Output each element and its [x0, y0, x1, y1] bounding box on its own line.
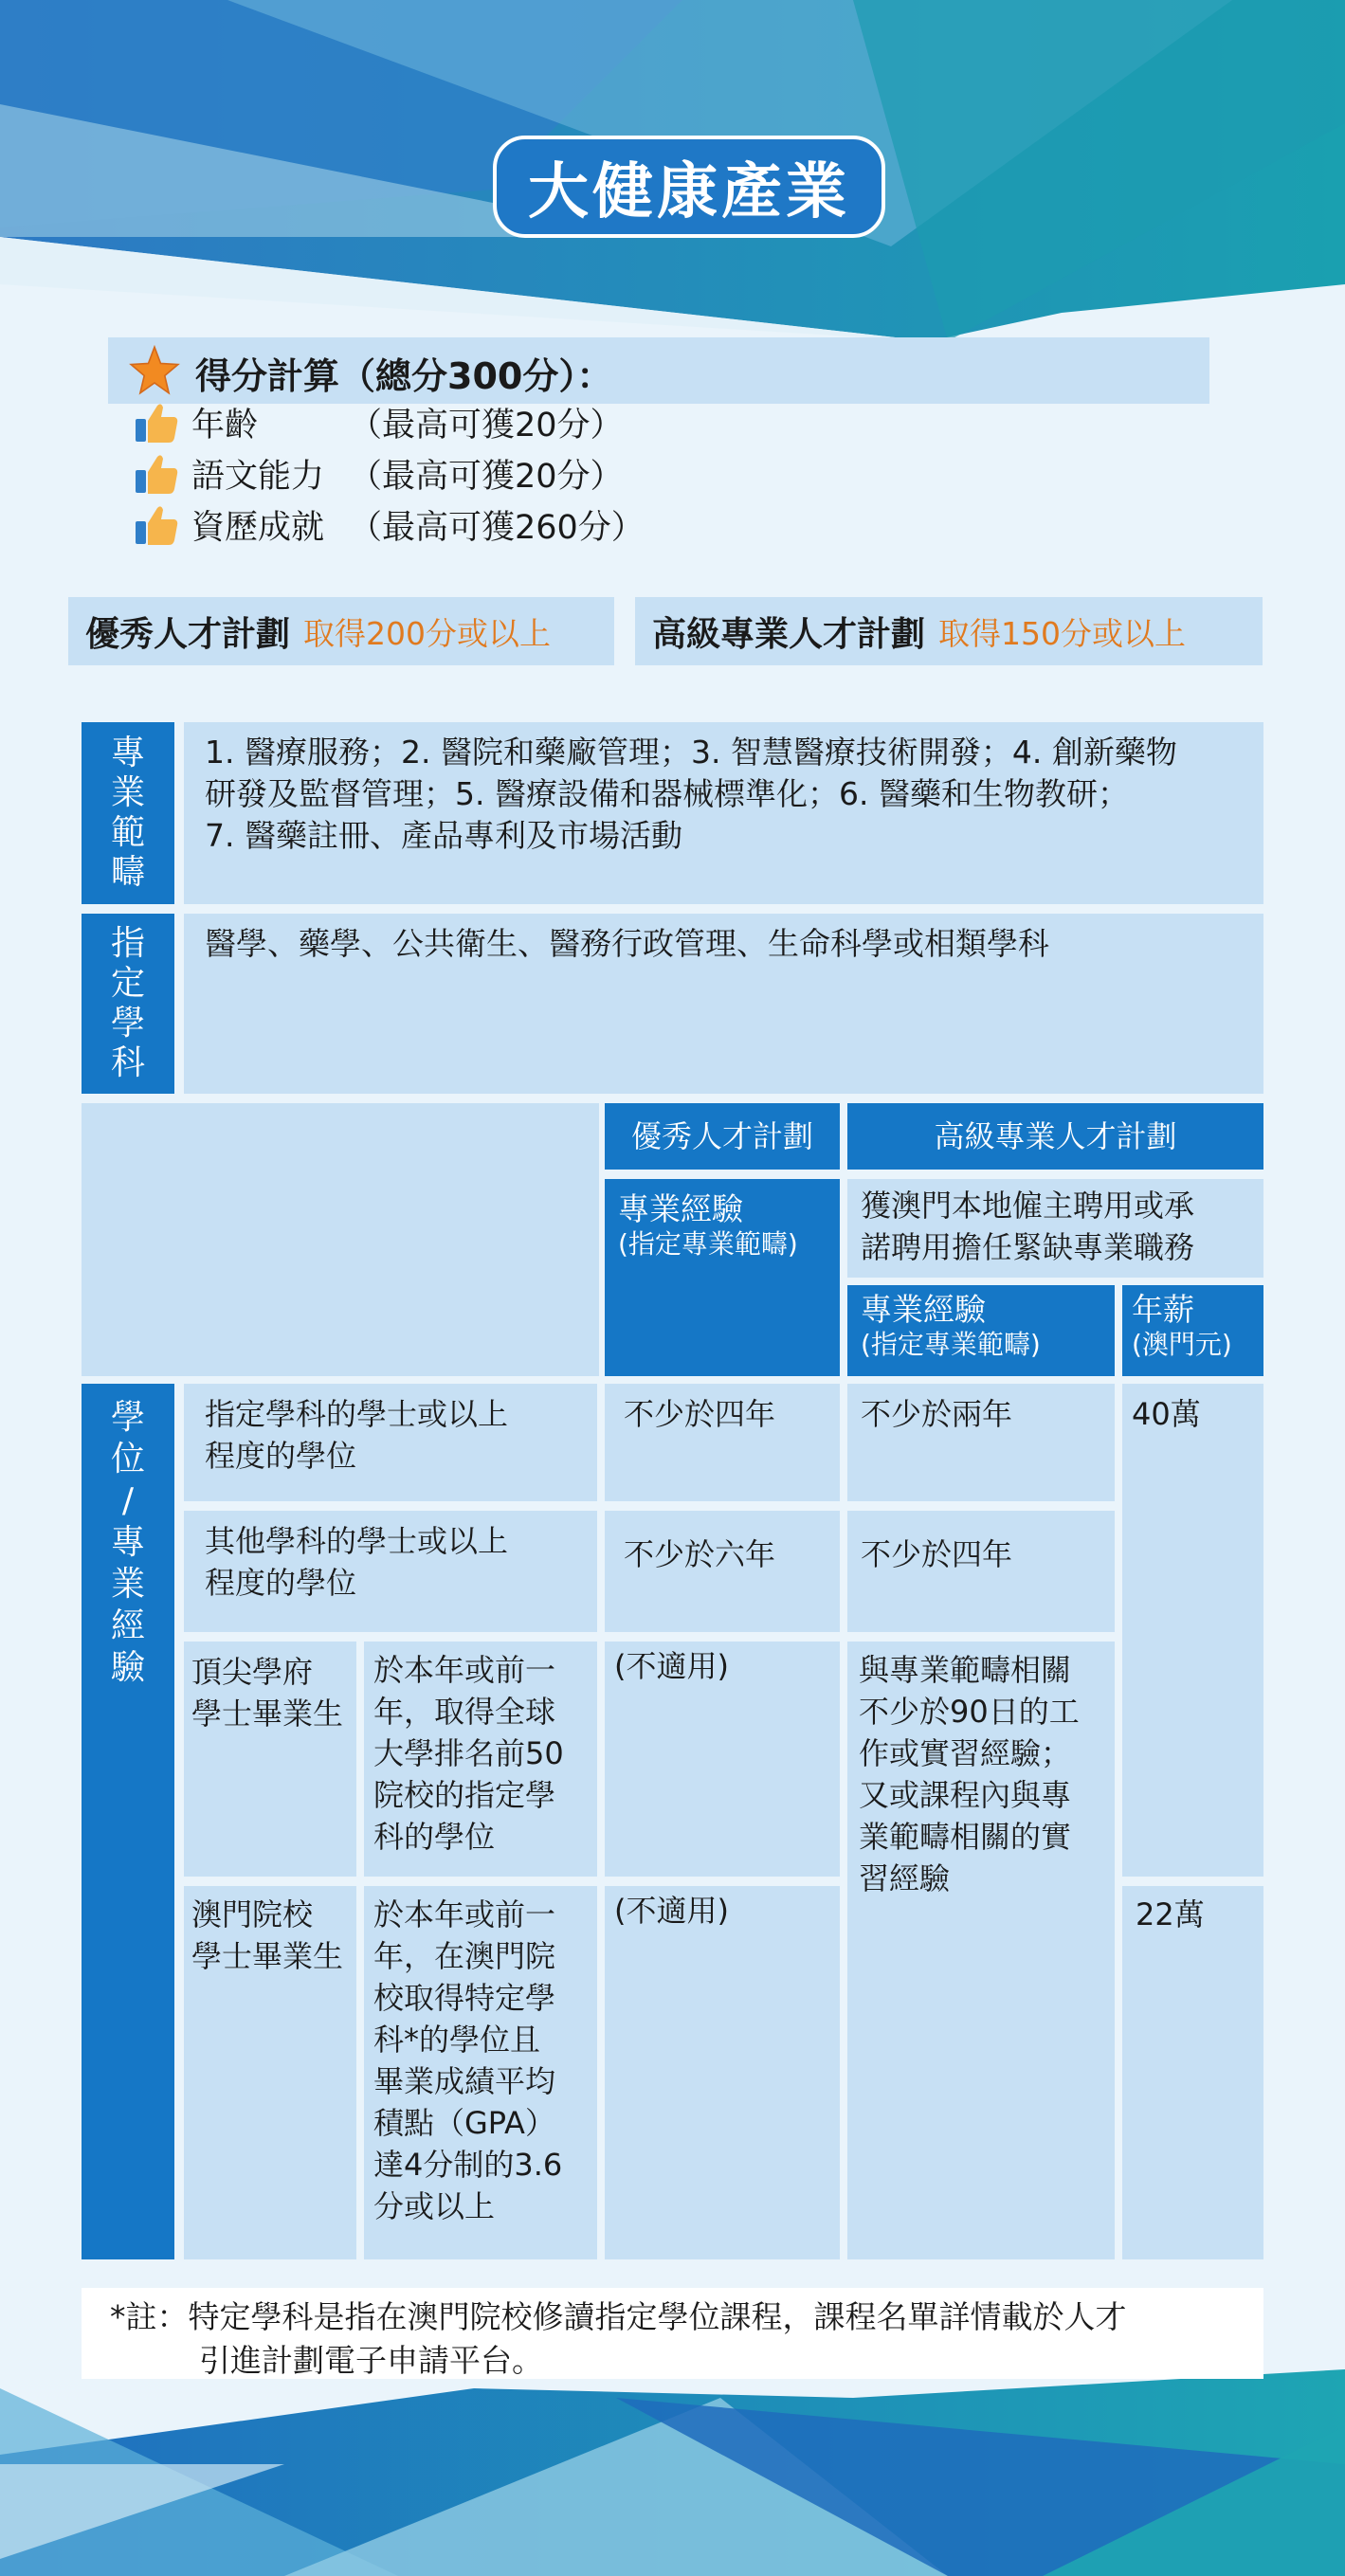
- plan-excellent: [68, 597, 614, 665]
- condition-line: 年，在澳門院: [373, 1938, 556, 1974]
- graduate-condition: [364, 1886, 597, 2259]
- graduate-type: [184, 1886, 356, 2259]
- requirement-line: 習經驗: [859, 1860, 951, 1896]
- salary-top: 40萬: [1122, 1384, 1263, 1877]
- side-label-char: /: [121, 1481, 135, 1520]
- footnote: [82, 2288, 1263, 2379]
- degree-line: 其他學科的學士或以上: [205, 1523, 509, 1559]
- header-exp-sub: (指定專業範疇): [618, 1228, 798, 1260]
- requirement-line: 業範疇相關的實: [859, 1819, 1072, 1855]
- side-label-char: 位: [110, 1440, 145, 1478]
- condition-line: 校取得特定學: [373, 1980, 556, 2016]
- scope-label-char: 範: [110, 813, 145, 852]
- header-salary-title: 年薪: [1132, 1291, 1194, 1328]
- requirement-line: 作或實習經驗；: [859, 1735, 1072, 1771]
- header-exp-title: 專業經驗: [861, 1291, 986, 1328]
- scope-label-char: 疇: [110, 853, 145, 892]
- graduate-type-line: 學士畢業生: [191, 1696, 344, 1732]
- scope-line: 7. 醫藥註冊、產品專利及市場活動: [205, 817, 682, 854]
- header-excellent: 優秀人才計劃: [605, 1103, 840, 1170]
- header-senior-experience: [847, 1285, 1115, 1376]
- score-header: [108, 337, 1209, 404]
- page-title: 大健康產業: [493, 136, 885, 238]
- condition-line: 積點（GPA）: [373, 2105, 555, 2141]
- scope-line: 1. 醫療服務；2. 醫院和藥廠管理；3. 智慧醫療技術開發；4. 創新藥物: [205, 734, 1177, 771]
- header-exp-title: 專業經驗: [618, 1190, 743, 1227]
- footnote-line: *註：特定學科是指在澳門院校修讀指定學位課程，課程名單詳情載於人才: [110, 2298, 1127, 2335]
- score-item-label: 資歷成就: [191, 509, 325, 547]
- table-row-degree: [184, 1511, 597, 1632]
- scope-content: [184, 722, 1263, 904]
- header-salary: [1122, 1285, 1263, 1376]
- scope-line: 研發及監督管理；5. 醫療設備和器械標準化；6. 醫藥和生物教研；: [205, 775, 1129, 812]
- plan-name: 優秀人才計劃: [85, 614, 291, 654]
- subjects-label-char: 定: [110, 964, 145, 1003]
- header-excellent-experience: [605, 1179, 840, 1376]
- thumbs-up-icon: [133, 400, 180, 445]
- footnote-line: 引進計劃電子申請平台。: [199, 2342, 543, 2379]
- subjects-label-char: 科: [110, 1043, 145, 1082]
- requirement-line: 與專業範疇相關: [859, 1652, 1072, 1688]
- scope-label-char: 專: [110, 734, 145, 772]
- side-label-char: 學: [110, 1398, 145, 1437]
- plan-senior: [635, 597, 1263, 665]
- requirement-line: 不少於90日的工: [859, 1694, 1080, 1730]
- subjects-label-char: 指: [110, 924, 145, 963]
- graduate-type-line: 澳門院校: [191, 1896, 314, 1932]
- condition-line: 大學排名前50: [373, 1735, 564, 1771]
- graduate-type: [184, 1642, 356, 1877]
- side-label-char: 業: [110, 1565, 145, 1604]
- row-excellent-value: (不適用): [605, 1886, 840, 2259]
- score-item-detail: （最高可獲20分）: [349, 407, 624, 444]
- condition-line: 畢業成績平均: [373, 2063, 556, 2099]
- salary-bottom: 22萬: [1122, 1886, 1263, 2259]
- scope-label-char: 業: [110, 773, 145, 812]
- table-corner: [82, 1103, 599, 1376]
- score-item-detail: （最高可獲20分）: [349, 458, 624, 496]
- row-senior-value: 不少於四年: [847, 1511, 1115, 1632]
- score-item: [133, 500, 645, 550]
- condition-line: 科*的學位且: [373, 2022, 541, 2058]
- graduate-type-line: 頂尖學府: [191, 1654, 314, 1690]
- senior-graduates-requirement: [847, 1642, 1115, 2259]
- condition-line: 年，取得全球: [373, 1694, 556, 1730]
- row-senior-value: 不少於兩年: [847, 1384, 1115, 1501]
- plan-requirement: 取得150分或以上: [938, 614, 1187, 652]
- condition-line: 科的學位: [373, 1819, 496, 1855]
- thumbs-up-icon: [133, 451, 180, 497]
- plan-name: 高級專業人才計劃: [652, 614, 926, 654]
- condition-line: 院校的指定學: [373, 1777, 556, 1813]
- side-label-char: 經: [110, 1606, 145, 1645]
- degree-line: 指定學科的學士或以上: [205, 1396, 509, 1432]
- subjects-label-char: 學: [110, 1004, 145, 1043]
- score-item: [133, 398, 624, 447]
- graduate-type-line: 學士畢業生: [191, 1938, 344, 1974]
- subjects-label: [82, 914, 174, 1094]
- condition-line: 於本年或前一: [373, 1652, 556, 1688]
- senior-condition-line: 諾聘用擔任緊缺專業職務: [861, 1229, 1195, 1265]
- degree-side-label: [82, 1384, 174, 2259]
- score-item-label: 語文能力: [191, 458, 325, 496]
- star-icon: [129, 345, 180, 396]
- row-excellent-value: 不少於四年: [605, 1384, 840, 1501]
- senior-condition-line: 獲澳門本地僱主聘用或承: [861, 1188, 1195, 1224]
- score-item-detail: （最高可獲260分）: [349, 509, 645, 547]
- row-excellent-value: 不少於六年: [605, 1511, 840, 1632]
- header-exp-sub: (指定專業範疇): [861, 1329, 1041, 1360]
- row-excellent-value: (不適用): [605, 1642, 840, 1877]
- graduate-condition: [364, 1642, 597, 1877]
- senior-condition: [847, 1179, 1263, 1278]
- header-senior: 高級專業人才計劃: [847, 1103, 1263, 1170]
- score-header-text: 得分計算（總分300分）：: [195, 355, 613, 397]
- side-label-char: 專: [110, 1523, 145, 1562]
- requirement-line: 又或課程內與專: [859, 1777, 1072, 1813]
- header-salary-sub: (澳門元): [1132, 1329, 1232, 1360]
- table-row-degree: [184, 1384, 597, 1501]
- condition-line: 於本年或前一: [373, 1896, 556, 1932]
- plan-requirement: 取得200分或以上: [303, 614, 552, 652]
- degree-line: 程度的學位: [205, 1438, 357, 1474]
- degree-line: 程度的學位: [205, 1565, 357, 1601]
- score-item-label: 年齡: [191, 407, 259, 444]
- subjects-text: 醫學、藥學、公共衛生、醫務行政管理、生命科學或相類學科: [205, 925, 1049, 962]
- score-item: [133, 449, 624, 499]
- condition-line: 達4分制的3.6: [373, 2147, 563, 2183]
- condition-line: 分或以上: [373, 2188, 496, 2224]
- thumbs-up-icon: [133, 502, 180, 548]
- subjects-content: [184, 914, 1263, 1094]
- side-label-char: 驗: [110, 1648, 145, 1687]
- scope-label: [82, 722, 174, 904]
